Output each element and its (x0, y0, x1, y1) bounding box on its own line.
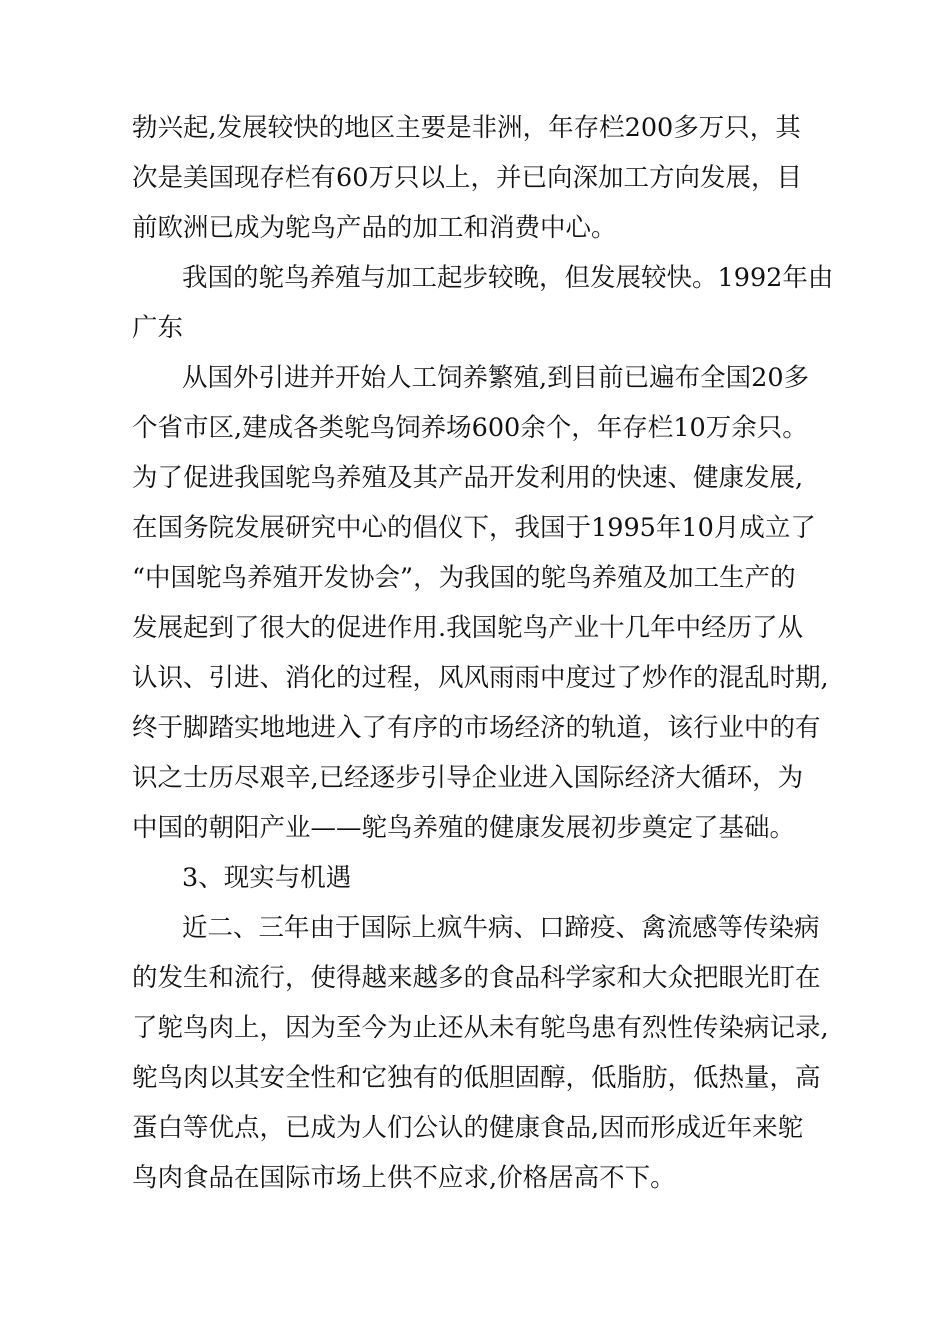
text-line: 次是美国现存栏有60万只以上，并已向深加工方向发展，目 (132, 163, 802, 193)
section-heading: 3、现实与机遇 (182, 863, 352, 893)
text-line: 中国的朝阳产业——鸵鸟养殖的健康发展初步奠定了基础。 (132, 813, 796, 843)
paragraph-first-line: 我国的鸵鸟养殖与加工起步较晚，但发展较快。1992年由 (182, 263, 834, 293)
text-line: 发展起到了很大的促进作用.我国鸵鸟产业十几年中经历了从 (132, 613, 804, 643)
text-line: 识之士历尽艰辛,已经逐步引导企业进入国际经济大循环，为 (132, 763, 804, 793)
text-line: “中国鸵鸟养殖开发协会”，为我国的鸵鸟养殖及加工生产的 (132, 563, 796, 593)
text-line: 终于脚踏实地地进入了有序的市场经济的轨道，该行业中的有 (132, 713, 821, 743)
text-line: 鸵鸟肉以其安全性和它独有的低胆固醇，低脂肪，低热量，高 (132, 1063, 821, 1093)
text-line: 的发生和流行，使得越来越多的食品科学家和大众把眼光盯在 (132, 963, 821, 993)
paragraph-first-line: 近二、三年由于国际上疯牛病、口蹄疫、禽流感等传染病 (182, 913, 820, 943)
text-line: 鸟肉食品在国际市场上供不应求,价格居高不下。 (132, 1163, 676, 1193)
text-line: 认识、引进、消化的过程，风风雨雨中度过了炒作的混乱时期, (132, 663, 829, 693)
paragraph-first-line: 从国外引进并开始人工饲养繁殖,到目前已遍布全国20多 (182, 363, 810, 393)
text-line: 个省市区,建成各类鸵鸟饲养场600余个，年存栏10万余只。 (132, 413, 808, 443)
text-line: 前欧洲已成为鸵鸟产品的加工和消费中心。 (132, 213, 617, 243)
text-line: 广东 (132, 313, 184, 343)
text-line: 在国务院发展研究中心的倡仪下，我国于1995年10月成立了 (132, 513, 816, 543)
text-line: 蛋白等优点，已成为人们公认的健康食品,因而形成近年来鸵 (132, 1113, 804, 1143)
text-line: 勃兴起,发展较快的地区主要是非洲，年存栏200多万只，其 (132, 113, 801, 143)
text-line: 为了促进我国鸵鸟养殖及其产品开发利用的快速、健康发展, (132, 463, 804, 493)
text-line: 了鸵鸟肉上，因为至今为止还从未有鸵鸟患有烈性传染病记录, (132, 1013, 829, 1043)
